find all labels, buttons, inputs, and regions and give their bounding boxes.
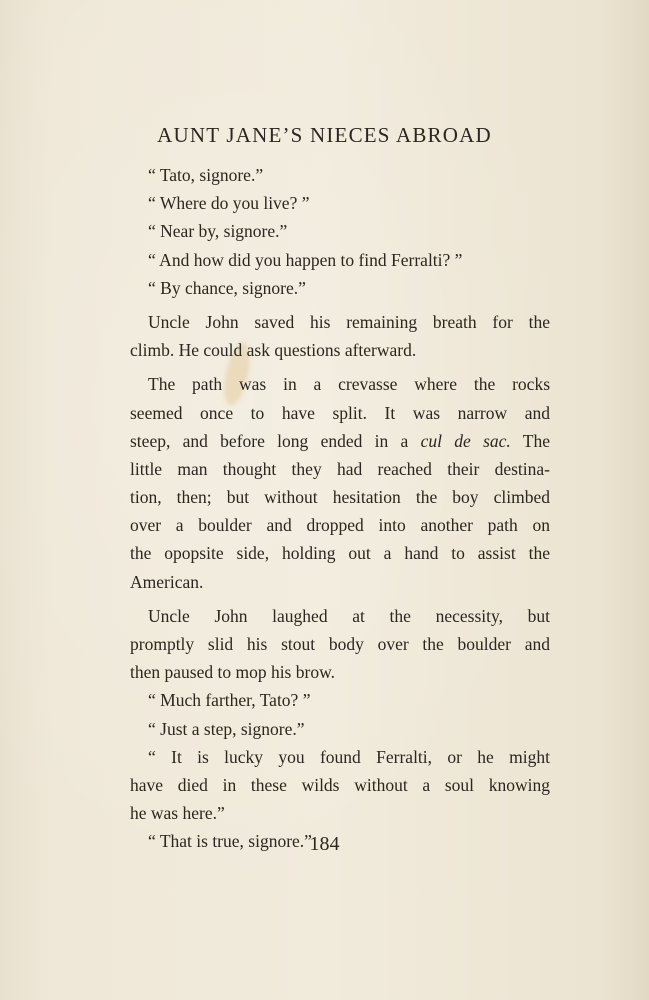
text-line: “ Much farther, Tato? ” [148,690,311,711]
text-line: little man thought they had reached their destina- [130,458,550,479]
text-line: “ Just a step, signore.” [148,718,305,739]
text-line: the opopsite side, holding out a hand to assist the [130,543,550,564]
text-line: Uncle John laughed at the necessity, but [148,605,550,626]
text-line: Uncle John saved his remaining breath for the [148,311,550,332]
page-number: 184 [309,833,340,855]
text-line: seemed once to have split. It was narrow and [130,402,550,423]
text-line: American. [130,571,204,592]
text-line: “ That is true, signore.” [148,831,312,852]
text-line: tion, then; but without hesitation the boy climbed [130,487,550,508]
text-line: “ And how did you happen to find Ferralti? ” [148,249,463,270]
text-line: “ Where do you live? ” [148,193,310,214]
text-line: he was here.” [130,803,225,824]
text-line: “ It is lucky you found Ferralti, or he might [148,746,550,767]
running-head: AUNT JANE’S NIECES ABROAD [157,123,492,147]
text-line: “ Near by, signore.” [148,221,288,242]
text-span: steep, and before long ended in a [130,430,421,451]
text-line: over a boulder and dropped into another path on [130,515,550,536]
text-line: climb. He could ask questions afterward. [130,340,417,361]
text-line: The path was in a crevasse where the rocks [148,374,550,395]
text-line [130,427,550,455]
body-text [130,161,550,856]
text-line: “ Tato, signore.” [148,165,264,185]
text-line: “ By chance, signore.” [148,277,306,298]
text-line: then paused to mop his brow. [130,662,335,683]
text-span: The [510,430,550,451]
italic-phrase: cul de sac. [420,430,511,451]
text-line: promptly slid his stout body over the boulder and [130,634,550,654]
text-line: have died in these wilds without a soul knowing [130,774,550,795]
